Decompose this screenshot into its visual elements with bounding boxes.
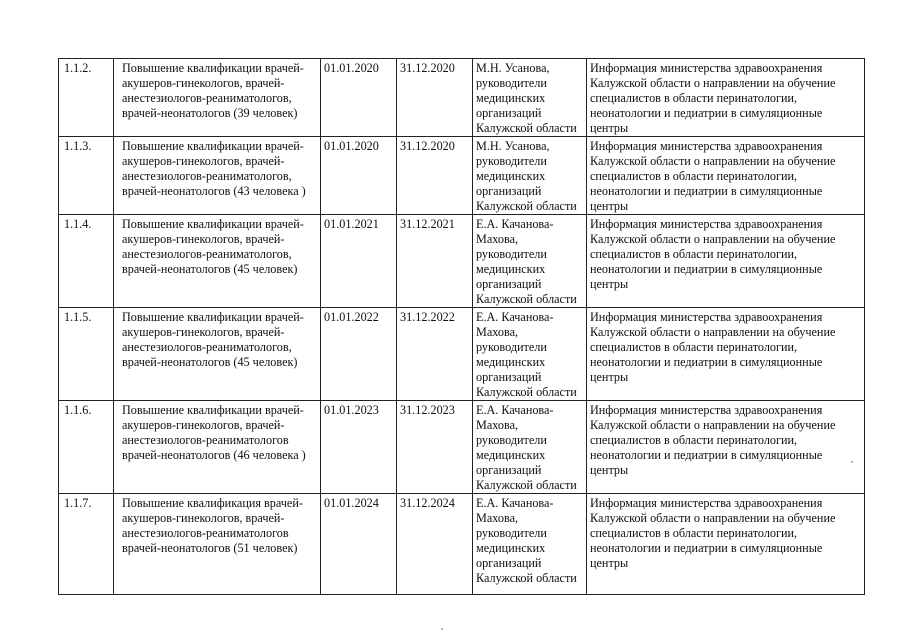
responsible: Е.А. Качанова-Махова, руководители медицинских организаций Калужской области [473,494,587,595]
measure-name: Повышение квалификации врачей-акушеров-гинекологов, врачей-анестезиологов-реаниматологов, врачей-неонатологов (45 человек) [114,215,321,308]
result-info: Информация министерства здравоохранения Калужской области о направлении на обучение специалистов в области перинатологии, неонатологии и педиатрии в симуляционные центры [587,494,865,595]
row-number: 1.1.7. [59,494,114,595]
scan-speck [851,461,853,463]
measures-table [58,58,865,595]
row-number: 1.1.6. [59,401,114,494]
measure-name: Повышение квалификации врачей-акушеров-гинекологов, врачей-анестезиологов-реаниматологов, врачей-неонатологов (43 человека ) [114,137,321,215]
result-info: Информация министерства здравоохранения Калужской области о направлении на обучение специалистов в области перинатологии, неонатологии и педиатрии в симуляционные центры [587,401,865,494]
result-info: Информация министерства здравоохранения Калужской области о направлении на обучение специалистов в области перинатологии, неонатологии и педиатрии в симуляционные центры [587,137,865,215]
responsible: М.Н. Усанова, руководители медицинских организаций Калужской области [473,137,587,215]
scan-speck [441,628,443,630]
start-date: 01.01.2023 [321,401,397,494]
result-info: Информация министерства здравоохранения Калужской области о направлении на обучение специалистов в области перинатологии, неонатологии и педиатрии в симуляционные центры [587,215,865,308]
responsible: М.Н. Усанова, руководители медицинских организаций Калужской области [473,59,587,137]
table-row [59,137,865,215]
table-row [59,59,865,137]
start-date: 01.01.2020 [321,59,397,137]
row-number: 1.1.2. [59,59,114,137]
start-date: 01.01.2021 [321,215,397,308]
end-date: 31.12.2020 [397,59,473,137]
responsible: Е.А. Качанова-Махова, руководители медицинских организаций Калужской области [473,308,587,401]
table-row [59,215,865,308]
measure-name: Повышение квалификации врачей-акушеров-гинекологов, врачей-анестезиологов-реаниматологов врачей-неонатологов (46 человека ) [114,401,321,494]
result-info: Информация министерства здравоохранения Калужской области о направлении на обучение специалистов в области перинатологии, неонатологии и педиатрии в симуляционные центры [587,59,865,137]
responsible: Е.А. Качанова-Махова, руководители медицинских организаций Калужской области [473,401,587,494]
result-info: Информация министерства здравоохранения Калужской области о направлении на обучение специалистов в области перинатологии, неонатологии и педиатрии в симуляционные центры [587,308,865,401]
row-number: 1.1.4. [59,215,114,308]
start-date: 01.01.2020 [321,137,397,215]
start-date: 01.01.2024 [321,494,397,595]
table-row [59,401,865,494]
row-number: 1.1.3. [59,137,114,215]
row-number: 1.1.5. [59,308,114,401]
end-date: 31.12.2020 [397,137,473,215]
start-date: 01.01.2022 [321,308,397,401]
responsible: Е.А. Качанова-Махова, руководители медицинских организаций Калужской области [473,215,587,308]
table-row [59,308,865,401]
table-row [59,494,865,595]
end-date: 31.12.2023 [397,401,473,494]
end-date: 31.12.2022 [397,308,473,401]
measure-name: Повышение квалификация врачей-акушеров-гинекологов, врачей-анестезиологов-реаниматологов врачей-неонатологов (51 человек) [114,494,321,595]
measure-name: Повышение квалификации врачей-акушеров-гинекологов, врачей-анестезиологов-реаниматологов, врачей-неонатологов (39 человек) [114,59,321,137]
measure-name: Повышение квалификации врачей-акушеров-гинекологов, врачей-анестезиологов-реаниматологов, врачей-неонатологов (45 человек) [114,308,321,401]
end-date: 31.12.2024 [397,494,473,595]
end-date: 31.12.2021 [397,215,473,308]
